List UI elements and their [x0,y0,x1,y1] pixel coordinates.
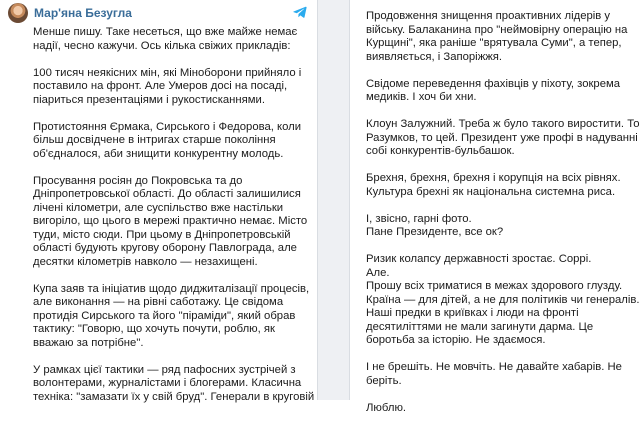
image-divider [318,0,349,400]
right-message-panel [349,0,644,414]
message-paragraph: 100 тисяч неякісних мін, які Міноборони прийняло і поставило на фронт. Але Умеров досі на посаді, піариться презентаціями і рукостисканнями. [33,66,302,106]
message-paragraph: Ризик колапсу державності зростає. Соррі. Але. Прошу всіх триматися в межах здорового глузду. Країна — для дітей, а не для політиків чи генералів. Наші предки в криївках і люди на фронті десятиліттями не мали загинути дарма. Це боротьба за історію. Не здаємося. [366,253,640,346]
message-paragraph: Продовження знищення проактивних лідерів у війську. Балаканина про "неймовірну операцію на Курщині", яка раніше "врятувала Суми", а тепер, виявляється, і Запоріжжя. [366,10,628,63]
message-paragraph: Купа заяв та ініціатив щодо диджиталізації процесів, але виконання — на рівні саботажу. Це свідома протидія Сирського та його "піраміди", який обрав тактику: "Говорю, що хочуть почути, роблю, як вважаю за потрібне". [33,282,310,349]
channel-name[interactable]: Мар'яна Безугла [34,6,132,20]
message-paragraph: І не брешіть. Не мовчіть. Не давайте хабарів. Не беріть. [366,361,622,387]
avatar[interactable] [8,3,28,23]
left-message-panel [0,0,318,403]
message-paragraph: Просування росіян до Покровська та до Дніпропетровської області. До області залишилися лічені кілометри, але суспільство вже настільки вигоріло, що цього в мережі практично немає. Місто туди, місто сюди. При цьому в Дніпропетровській області будують кругову оборону Павлограда, але десятки кілометрів навколо — незахищені. [33,174,308,268]
message-paragraph: І, звісно, гарні фото. Пане Президенте, все ок? [366,212,504,238]
right-message-text [366,10,642,429]
message-paragraph: Менше пишу. Таке несеться, що вже майже немає надії, чесно кажучи. Ось кілька свіжих прикладів: [33,26,298,52]
message-paragraph: Клоун Залужний. Треба ж було такого виростити. То Разумков, то цей. Президент уже профі в надуванні собі конкурентів-бульбашок. [366,118,640,157]
message-paragraph: Протистояння Єрмака, Сирського і Федорова, коли більш досвідчене в інтригах старше покоління об'єдналося, аби знищити конкурентну молодь. [33,120,302,160]
telegram-icon [292,4,308,20]
left-message-text [33,26,315,418]
message-paragraph: У рамках цієї тактики — ряд пафосних зустрічей з волонтерами, журналістами і блогерами. Класична техніка: "замазати їх у свій бруд". Генерали в круговій [33,363,315,403]
channel-header [0,0,318,28]
message-paragraph: Брехня, брехня, брехня і корупція на всіх рівнях. Культура брехні як національна системна риса. [366,172,621,198]
message-paragraph: Люблю. [366,401,407,414]
message-paragraph: Свідоме переведення фахівців у піхоту, зокрема медиків. І хоч би хни. [366,77,621,103]
